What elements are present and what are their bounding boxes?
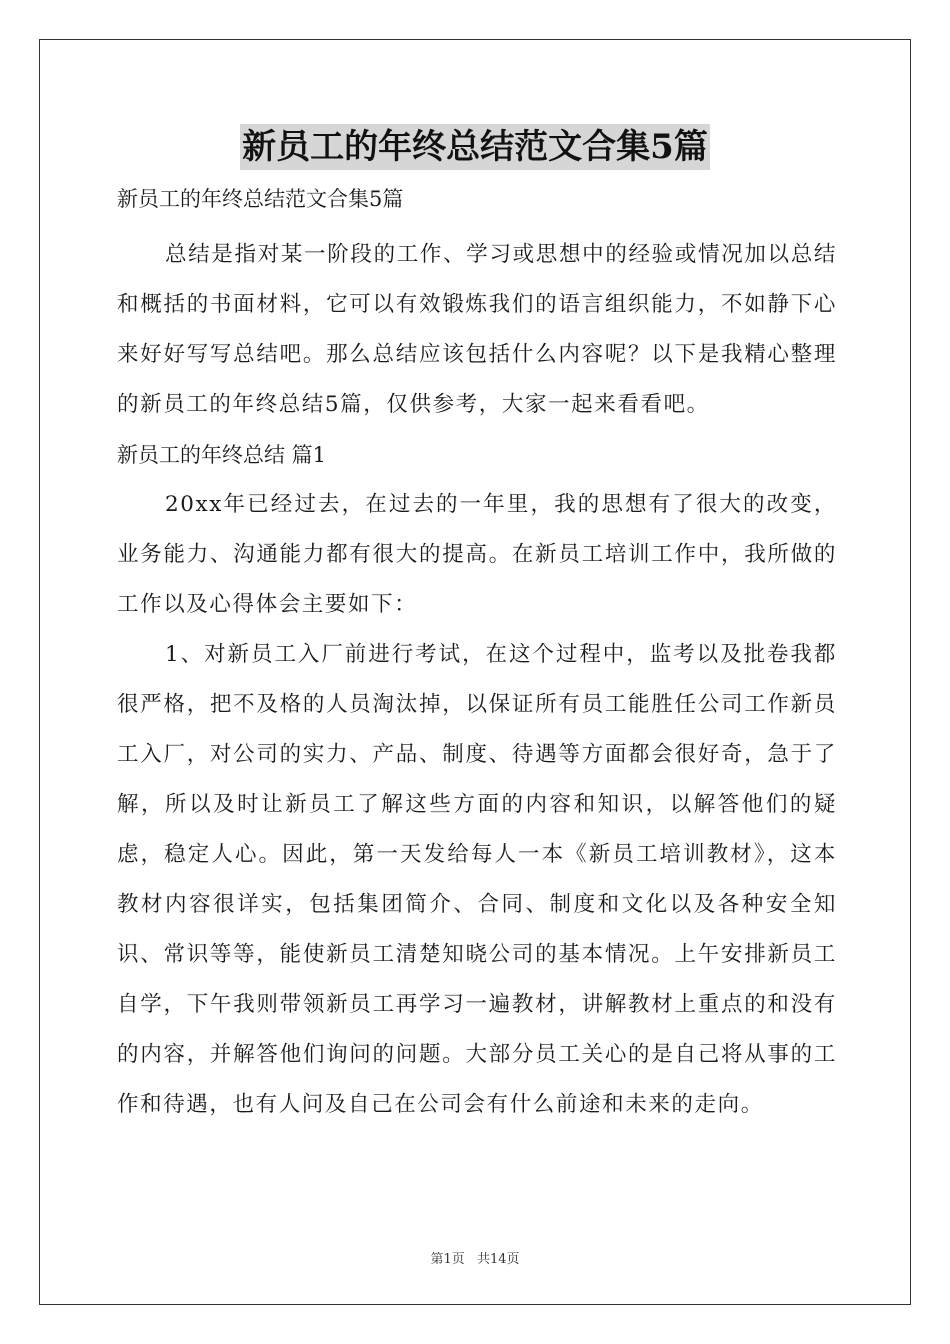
title-container <box>0 124 950 170</box>
page-total: 共14页 <box>476 1252 520 1267</box>
document-title: 新员工的年终总结范文合集5篇 <box>240 124 710 170</box>
page-number: 第1页 <box>430 1252 465 1267</box>
document-body <box>117 180 837 1130</box>
body-paragraph-1: 20xx年已经过去，在过去的一年里，我的思想有了很大的改变，业务能力、沟通能力都有很大的提高。在新员工培训工作中，我所做的工作以及心得体会主要如下： <box>117 492 837 617</box>
page-footer <box>0 1248 950 1267</box>
document-subtitle: 新员工的年终总结范文合集5篇 <box>117 187 404 211</box>
body-paragraph-2: 1、对新员工入厂前进行考试，在这个过程中，监考以及批卷我都很严格，把不及格的人员淘汰掉，以保证所有员工能胜任公司工作新员工入厂，对公司的实力、产品、制度、待遇等方面都会很好奇，急于了解，所以及时让新员工了解这些方面的内容和知识，以解答他们的疑虑，稳定人心。因此，第一天发给每人一本《新员工培训教材》，这本教材内容很详实，包括集团简介、合同、制度和文化以及各种安全知识、常识等等，能使新员工清楚知晓公司的基本情况。上午安排新员工自学，下午我则带领新员工再学习一遍教材，讲解教材上重点的和没有的内容，并解答他们询问的问题。大部分员工关心的是自己将从事的工作和待遇，也有人问及自己在公司会有什么前途和未来的走向。 <box>117 642 837 1117</box>
intro-paragraph: 总结是指对某一阶段的工作、学习或思想中的经验或情况加以总结和概括的书面材料，它可以有效锻炼我们的语言组织能力，不如静下心来好好写写总结吧。那么总结应该包括什么内容呢？以下是我精心整理的新员工的年终总结5篇，仅供参考，大家一起来看看吧。 <box>117 242 837 417</box>
section-heading: 新员工的年终总结 篇1 <box>117 443 327 467</box>
